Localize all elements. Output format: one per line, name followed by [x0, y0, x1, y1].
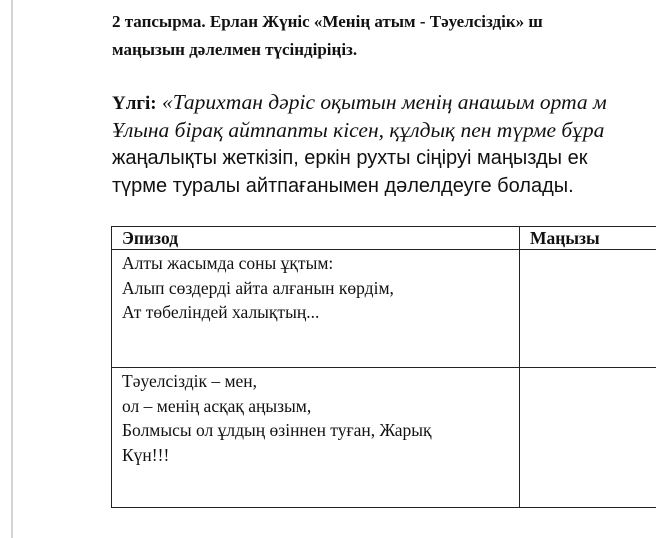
meaning-cell[interactable]: [520, 368, 656, 508]
example-text-4: түрме туралы айтпағанымен дәлелдеуге болады.: [112, 175, 574, 197]
task-heading: [112, 10, 656, 66]
table-row: [112, 250, 656, 368]
table-row: [112, 368, 656, 508]
page-margin-rule: [11, 0, 13, 538]
episode-line: Күн!!!: [122, 444, 170, 465]
table-header-row: [112, 227, 656, 250]
episode-line: Алты жасымда соны ұқтым:: [122, 253, 334, 273]
meaning-cell[interactable]: [520, 250, 656, 368]
example-italic-text-2: Ұлына бірақ айтпапты кісен, құлдық пен түрме бұра: [112, 118, 605, 142]
episode-line: Алып сөздерді айта алғанын көрдім,: [122, 277, 394, 298]
column-header-meaning: Маңызы: [520, 227, 656, 250]
episode-line: Тәуелсіздік – мен,: [122, 371, 258, 391]
example-italic-text-1: «Тарихтан дәріс оқытын менің анашым орта м: [156, 90, 607, 114]
episode-table: [111, 226, 656, 508]
column-header-episode: Эпизод: [112, 227, 520, 250]
example-paragraph: [112, 88, 656, 200]
episode-line: Болмысы ол ұлдың өзіннен туған, Жарық: [122, 420, 432, 440]
task-line-1: 2 тапсырма. Ерлан Жүніс «Менің атым - Тәуелсіздік» ш: [112, 12, 543, 31]
task-line-2: маңызын дәлелмен түсіндіріңіз.: [112, 40, 358, 59]
example-text-3: жаңалықты жеткізіп, еркін рухты сіңіруі маңызды ек: [112, 147, 588, 169]
example-label: Үлгі:: [112, 93, 157, 114]
episode-line: Ат төбеліндей халықтың...: [122, 302, 320, 322]
example-line-1: [112, 88, 656, 116]
episode-line: ол – менің асқақ аңызым,: [122, 395, 312, 416]
episode-cell: [112, 250, 520, 368]
episode-cell: [112, 368, 520, 508]
